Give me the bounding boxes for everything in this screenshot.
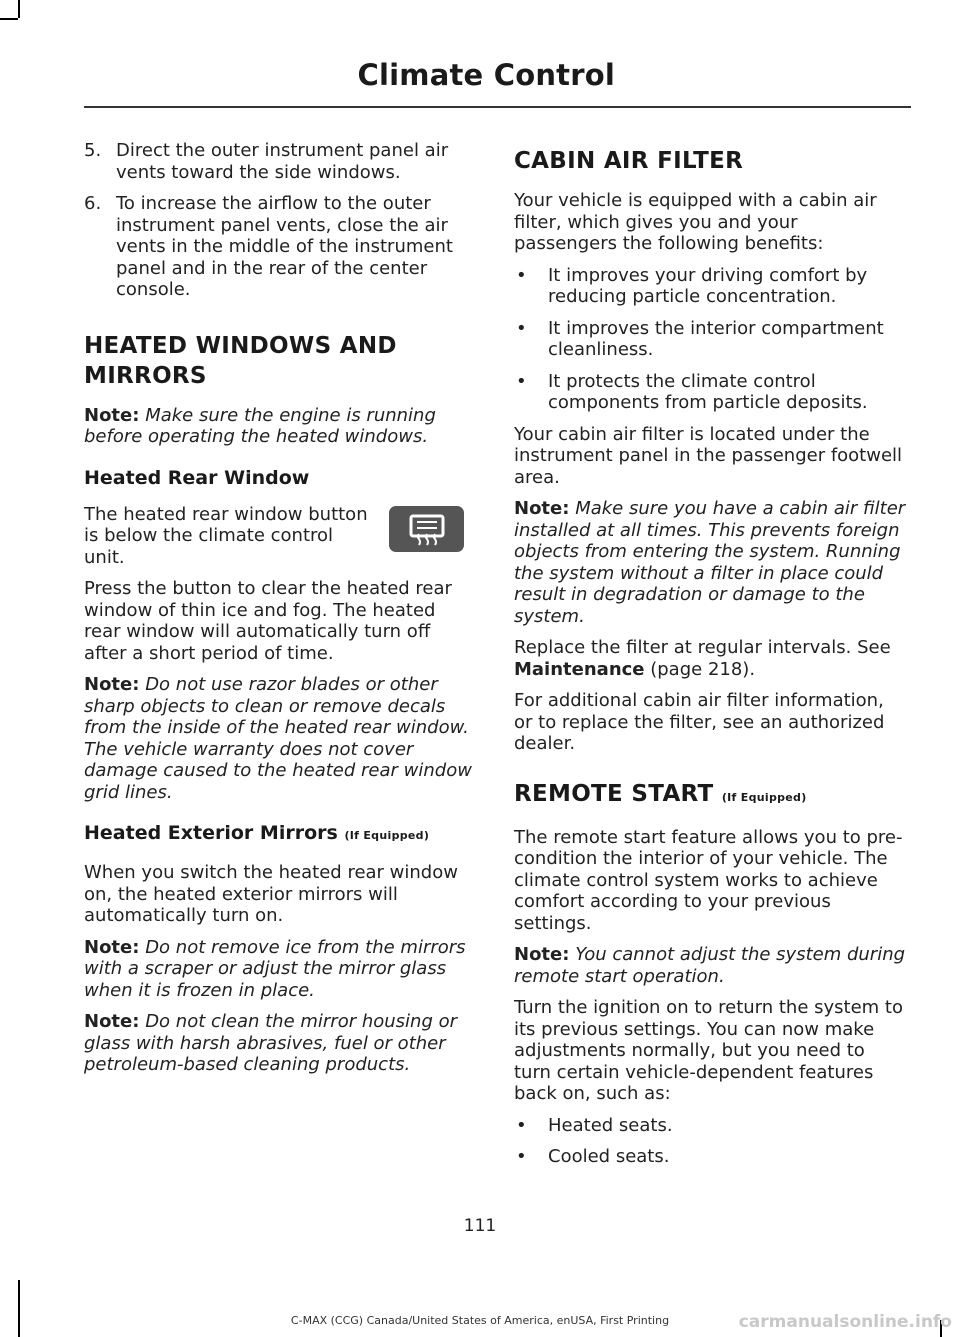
- watermark: carmanualsonline.info: [738, 1312, 952, 1332]
- right-column: [514, 140, 906, 1178]
- crop-mark-top-left-v: [18, 0, 20, 18]
- note-mirror-ice: Note: Do not remove ice from the mirrors with a scraper or adjust the mirror glass when it is frozen in place.: [84, 936, 466, 1001]
- cabin-filter-intro: Your vehicle is equipped with a cabin air filter, which gives you and your passengers the following benefits:: [514, 190, 877, 254]
- note-mirror-cleaning: Note: Do not clean the mirror housing or glass with harsh abrasives, fuel or other petroleum-based cleaning products.: [84, 1011, 458, 1075]
- heated-rear-window-heading: Heated Rear Window: [84, 466, 310, 489]
- remote-start-intro: The remote start feature allows you to pre-condition the interior of your vehicle. The climate control system works to achieve comfort according to your previous settings.: [514, 826, 903, 934]
- heated-mirrors-heading: Heated Exterior Mirrors (If Equipped): [84, 822, 430, 844]
- list-item: • It protects the climate control components from particle deposits.: [514, 371, 906, 414]
- page-number: 111: [463, 1216, 497, 1236]
- step-item: 6. To increase the airflow to the outer instrument panel vents, close the air vents in the middle of the instrument panel and in the rear of the center console.: [84, 193, 453, 300]
- list-item: • Cooled seats.: [514, 1146, 906, 1168]
- header-rule: [84, 106, 911, 108]
- rear-window-intro: The heated rear window button is below the climate control unit.: [84, 503, 368, 568]
- cabin-air-filter-heading: CABIN AIR FILTER: [514, 148, 744, 174]
- crop-mark-top-left-h: [0, 18, 18, 20]
- note-razor-blades: Note: Do not use razor blades or other sharp objects to clean or remove decals from the inside of the heated rear window. The vehicle warranty does not cover damage caused to the heated rear window grid lines.: [84, 674, 472, 803]
- cabin-filter-dealer: For additional cabin air filter information, or to replace the filter, see an authorized dealer.: [514, 690, 885, 754]
- heated-windows-heading: HEATED WINDOWS AND MIRRORS: [84, 332, 397, 389]
- remote-start-ignition: Turn the ignition on to return the system to its previous settings. You can now make adjustments normally, but you need to turn certain vehicle-dependent features back on, such as:: [514, 997, 904, 1104]
- remote-start-heading: REMOTE START (If Equipped): [514, 780, 807, 807]
- list-item: • It improves your driving comfort by reducing particle concentration.: [514, 265, 906, 308]
- note-remote-start: Note: You cannot adjust the system during remote start operation.: [514, 944, 906, 987]
- rear-window-instructions: Press the button to clear the heated rear window of thin ice and fog. The heated rear window will automatically turn off after a short period of time.: [84, 578, 452, 664]
- features-list: [514, 1115, 906, 1168]
- crop-mark-bottom-left-v: [18, 1280, 20, 1337]
- page-title: Climate Control: [357, 58, 615, 92]
- list-item: • It improves the interior compartment cleanliness.: [514, 318, 906, 361]
- cabin-filter-location: Your cabin air filter is located under the instrument panel in the passenger footwell area.: [514, 423, 903, 488]
- left-column: [84, 140, 476, 1086]
- benefits-list: [514, 265, 906, 414]
- replace-filter-text: Replace the filter at regular intervals. See Maintenance (page 218).: [514, 637, 891, 680]
- note-cabin-filter: Note: Make sure you have a cabin air filter installed at all times. This prevents foreign objects from entering the system. Running the system without a filter in place could result in degradation or damage to the system.: [514, 498, 906, 627]
- maintenance-link[interactable]: Maintenance: [514, 658, 645, 680]
- step-list: [84, 140, 476, 301]
- step-item: 5. Direct the outer instrument panel air vents toward the side windows.: [84, 140, 449, 183]
- defrost-icon-box: [389, 506, 464, 552]
- mirrors-intro: When you switch the heated rear window on, the heated exterior mirrors will automatically turn on.: [84, 862, 458, 926]
- note-engine-running: Note: Make sure the engine is running before operating the heated windows.: [84, 404, 436, 447]
- rear-defrost-icon: [405, 512, 449, 546]
- list-item: • Heated seats.: [514, 1115, 906, 1137]
- footer-edition: C-MAX (CCG) Canada/United States of America, enUSA, First Printing: [290, 1314, 670, 1327]
